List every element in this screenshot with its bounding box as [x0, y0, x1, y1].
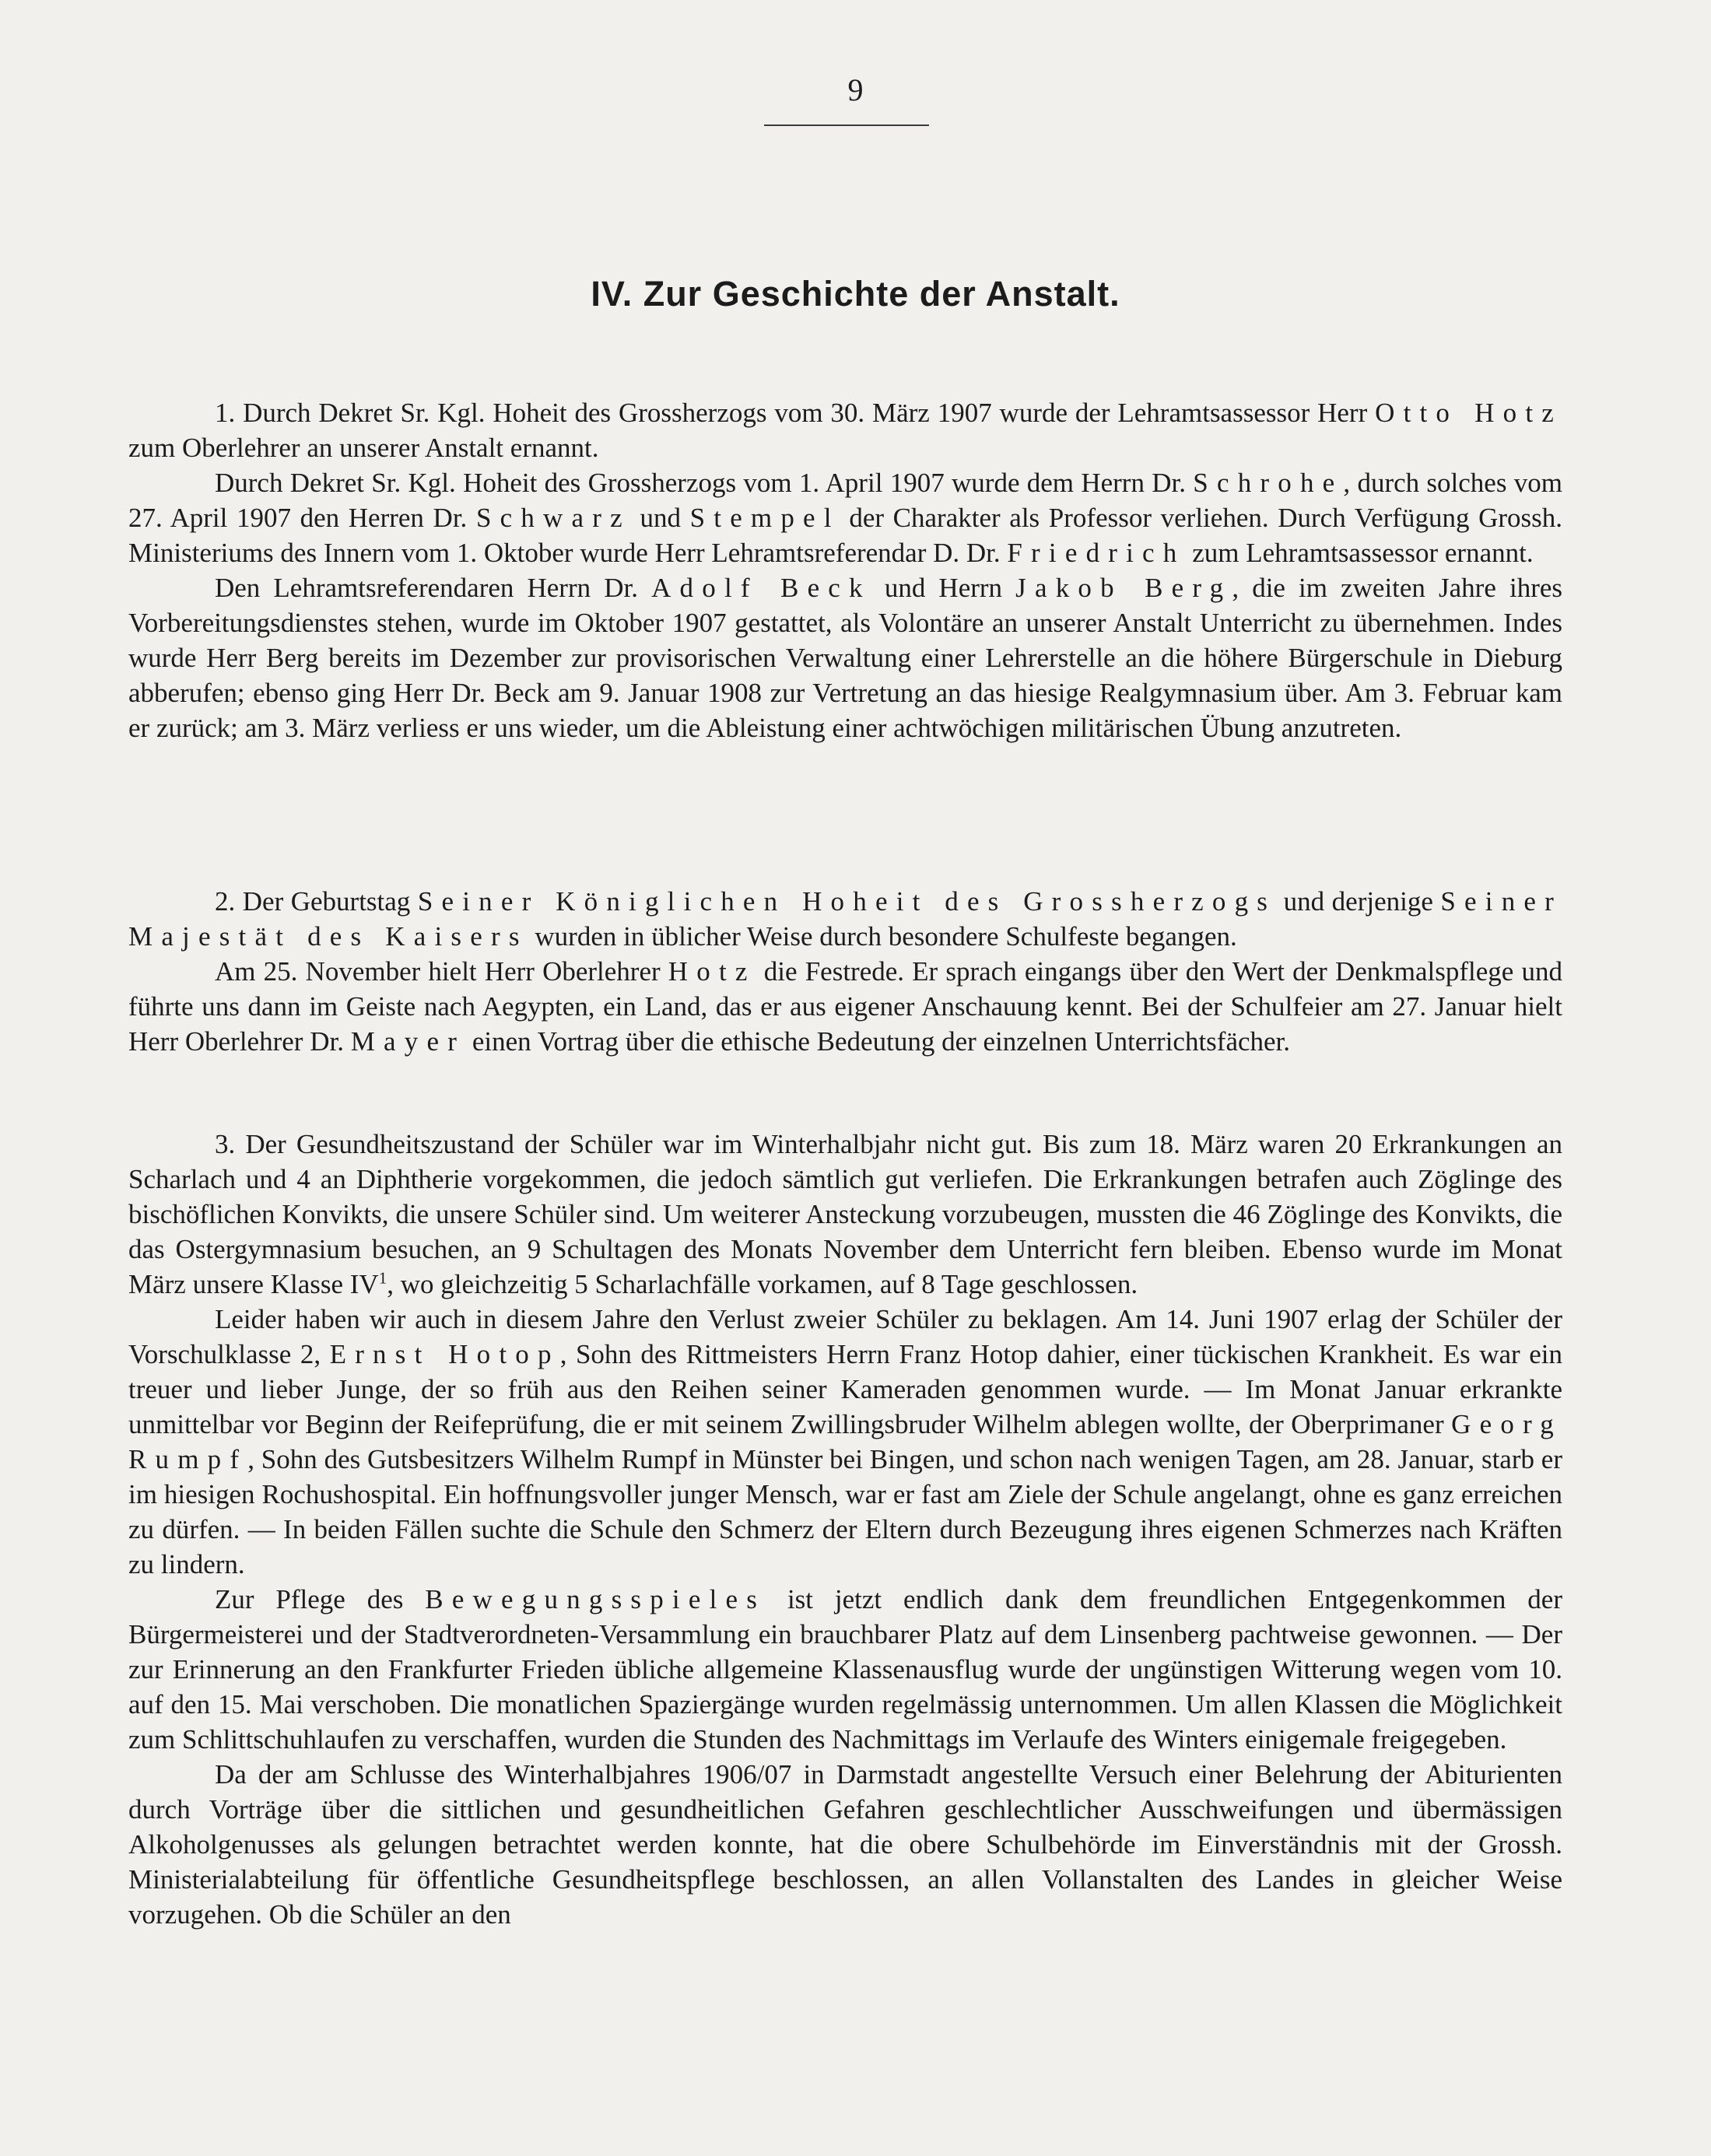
spaced-name: Mayer — [350, 1026, 466, 1057]
text-run: und Herrn — [871, 573, 1016, 603]
paragraph — [128, 1302, 1562, 1582]
text-run: 1. Durch Dekret Sr. Kgl. Hoheit des Grossherzogs vom 30. März 1907 wurde der Lehramtsassessor Herr — [215, 398, 1376, 428]
spaced-name: Ernst Hotop — [329, 1339, 560, 1369]
text-run: , durch solches vom 27. April 1907 den Herren Dr. — [128, 468, 1562, 533]
text-run: Durch Dekret Sr. Kgl. Hoheit des Grossherzogs vom 1. April 1907 wurde dem Herrn Dr. — [215, 468, 1194, 498]
text-run: , die im zweiten Jahre ihres Vorbereitungsdienstes stehen, wurde im Oktober 1907 gestattet, als Volontäre an unserer Anstalt Unterricht zu übernehmen. Indes wurde Herr Berg bereits im Dezember zur provisorischen Verwaltung einer Lehrerstelle an die höhere Bürgerschule in Dieburg abberufen; ebenso ging Herr Dr. Beck am 9. Januar 1908 zur Vertretung an das hiesige Realgymnasium über. Am 3. Februar kam er zurück; am 3. März verliess er uns wieder, um die Ableistung einer achtwöchigen militärischen Übung anzutreten. — [128, 573, 1563, 743]
text-run: 3. Der Gesundheitszustand der Schüler war im Winterhalbjahr nicht gut. Bis zum 18. März waren 20 Erkrankungen an Scharlach und 4 an Diphtherie vorgekommen, die jedoch sämtlich gut verliefen. Die Erkrankungen betrafen auch Zöglinge des bischöflichen Konvikts, die unsere Schüler sind. Um weiterer Ansteckung vorzubeugen, mussten die 46 Zöglinge des Konvikts, die das Ostergymnasium besuchen, an 9 Schultagen des Monats November dem Unterricht fern bleiben. Ebenso wurde im Monat März unsere Klasse IV — [128, 1129, 1562, 1299]
spaced-name: Georg Rumpf — [128, 1409, 1562, 1474]
spaced-name: Bewegungsspieles — [425, 1584, 766, 1614]
chapter-title: IV. Zur Geschichte der Anstalt. — [591, 274, 1120, 314]
spaced-name: Hotz — [668, 956, 756, 987]
text-run: einen Vortrag über die ethische Bedeutung der einzelnen Unterrichtsfächer. — [465, 1026, 1291, 1057]
text-run: die Festrede. Er sprach eingangs über den Wert der Denkmalspflege und führte uns dann im Geiste nach Aegypten, ein Land, das er aus eigener Anschauung kennt. Bei der Schulfeier am 27. Januar hielt Herr Oberlehrer Dr. — [128, 956, 1562, 1057]
text-run: Am 25. November hielt Herr Oberlehrer — [215, 956, 668, 987]
spaced-name: Stempel — [689, 503, 840, 533]
text-run: , wo gleichzeitig 5 Scharlachfälle vorkamen, auf 8 Tage geschlossen. — [387, 1269, 1138, 1299]
text-run: , Sohn des Gutsbesitzers Wilhelm Rumpf in Münster bei Bingen, und schon nach wenigen Tagen, am 28. Januar, starb er im hiesigen Rochushospital. Ein hoffnungsvoller junger Mensch, war er fast am Ziele der Schule angelangt, ohne es ganz erreichen zu dürfen. — In beiden Fällen suchte die Schule den Schmerz der Eltern durch Bezeugung ihres eigenen Schmerzes nach Kräften zu lindern. — [128, 1444, 1562, 1579]
page-number: 9 — [847, 72, 864, 107]
paragraph — [128, 395, 1562, 465]
section-health-and-events — [128, 1127, 1562, 1932]
spaced-name: Schwarz — [475, 503, 631, 533]
paragraph — [128, 1582, 1562, 1757]
text-run: zum Oberlehrer an unserer Anstalt ernannt. — [128, 433, 599, 463]
text-run: Leider haben wir auch in diesem Jahre den Verlust zweier Schüler zu beklagen. Am 14. Juni 1907 erlag der Schüler der Vorschulklasse 2, — [128, 1304, 1562, 1369]
paragraph — [128, 954, 1562, 1059]
text-run: und — [630, 503, 690, 533]
text-run: 2. Der Geburtstag — [215, 886, 418, 917]
paragraph — [128, 465, 1562, 570]
section-staff-changes — [128, 395, 1562, 745]
spaced-name: Otto Hotz — [1375, 398, 1562, 428]
superscript: 1 — [378, 1268, 387, 1288]
text-run: Den Lehramtsreferendaren Herrn Dr. — [215, 573, 652, 603]
paragraph — [128, 1127, 1562, 1302]
paragraph — [128, 1757, 1562, 1932]
spaced-name: Friedrich — [1007, 538, 1186, 568]
text-run: Da der am Schlusse des Winterhalbjahres 1906/07 in Darmstadt angestellte Versuch einer Belehrung der Abiturienten durch Vorträge über die sittlichen und gesundheitlichen Gefahren geschlechtlicher Ausschweifungen und übermässigen Alkoholgenusses als gelungen betrachtet werden konnte, hat die obere Schulbehörde im Einverständnis mit der Grossh. Ministerialabteilung für öffentliche Gesundheitspflege beschlossen, an allen Vollanstalten des Landes in gleicher Weise vorzugehen. Ob die Schüler an den — [128, 1759, 1562, 1930]
text-run: wurden in üblicher Weise durch besondere Schulfeste begangen. — [528, 921, 1237, 952]
spaced-name: Adolf Beck — [651, 573, 871, 603]
text-run: , Sohn des Rittmeisters Herrn Franz Hotop dahier, einer tückischen Krankheit. Es war ein treuer und lieber Junge, der so früh aus den Reihen seiner Kameraden genommen wurde. — Im Monat Januar erkrankte unmittelbar vor Beginn der Reifeprüfung, die er mit seinem Zwillingsbruder Wilhelm ablegen wollte, der Oberprimaner — [128, 1339, 1562, 1439]
spaced-name: Schrohe — [1193, 468, 1344, 498]
text-run: der Charakter als Professor verliehen. Durch Verfügung Grossh. Ministeriums des Innern vom 1. Oktober wurde Herr Lehramtsreferendar D. Dr. — [128, 503, 1562, 568]
spaced-name: Seiner Königlichen Hoheit des Grossherzogs — [417, 886, 1277, 917]
text-run: Zur Pflege des — [215, 1584, 426, 1614]
paragraph — [128, 884, 1562, 954]
spaced-name: Seiner Majestät des Kaisers — [128, 886, 1563, 952]
page-number-rule — [764, 124, 929, 126]
spaced-name: Jakob Berg — [1015, 573, 1232, 603]
text-run: zum Lehramtsassessor ernannt. — [1185, 538, 1534, 568]
paragraph — [128, 570, 1562, 745]
section-celebrations — [128, 884, 1562, 1059]
text-run: und derjenige — [1276, 886, 1441, 917]
text-run: ist jetzt endlich dank dem freundlichen Entgegenkommen der Bürgermeisterei und der Stadtverordneten-Versammlung ein brauchbarer Platz auf dem Linsenberg pachtweise gewonnen. — Der zur Erinnerung an den Frankfurter Frieden übliche allgemeine Klassenausflug wurde der ungünstigen Witterung wegen vom 10. auf den 15. Mai verschoben. Die monatlichen Spaziergänge wurden regelmässig unternommen. Um allen Klassen die Möglichkeit zum Schlittschuhlaufen zu verschaffen, wurden die Stunden des Nachmittags im Verlaufe des Winters einigemale freigegeben. — [128, 1584, 1562, 1755]
